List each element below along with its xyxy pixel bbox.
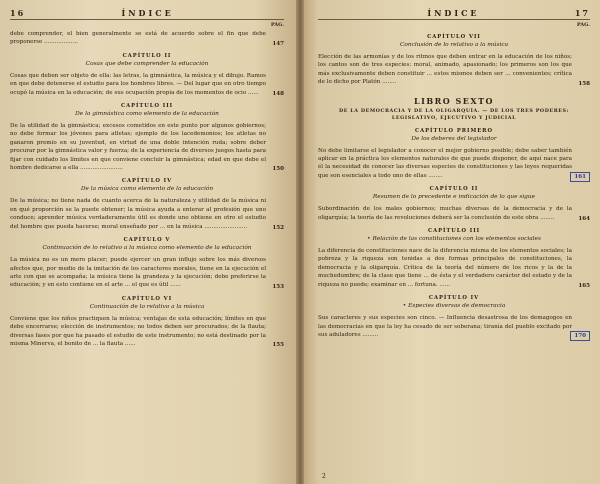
- chapter-entry: [10, 122, 284, 172]
- chapter-title: De la música como elemento de la educación: [80, 186, 214, 193]
- chapter-block: [318, 186, 590, 222]
- book-subtitle: DE LA DEMOCRACIA Y DE LA OLIGARQUÍA. — DE LOS TRES PODERES: LEGISLATIVO, EJECUTIVO Y JUDICIAL: [338, 107, 569, 121]
- chapter-block: [10, 237, 284, 290]
- book-title: LIBRO SEXTO: [413, 95, 495, 106]
- left-chapter-list: [10, 53, 284, 349]
- entry-page: 147: [272, 40, 284, 47]
- right-running-head: [318, 8, 590, 20]
- left-header-title: ÍNDICE: [121, 8, 174, 18]
- chapter-title: [318, 236, 590, 242]
- entry-text: De la utilidad de la gimnástica; excesos cometidos en este punto por algunos gobiernos; no debe formar los jóvenes para atletas; ejemplo de los lacedemonios; los atletas no ganaron premio en su juventud, en virtud de una doble intención ruda; sobre deber procurar por la gimnástica valor y fuerza; de la experiencia de diversos juegos hasta para fijar con cuidado los límites en que conviene concluir la gimnástica; edad en que debe el hombre dedicarse a ella ........................: [10, 123, 266, 172]
- entry-page: 164: [578, 216, 590, 223]
- chapter-block: [10, 296, 284, 349]
- chapter-entry: [10, 315, 284, 349]
- entry-text: No debe limitarse el legislador a conocer el mejor gobierno posible; debe saber también aplicar en la práctica los elementos naturales de que puede disponer, de aquí nace para él la necesidad de conocer las diversas especies de constituciones y las leyes requeridas que son esenciales a todo uno de ellas ........: [318, 147, 572, 179]
- chapter-block: [318, 295, 590, 339]
- footer-number: 2: [322, 473, 326, 480]
- entry-text: debe comprender, el bien generalmente se está de acuerdo sobre el fin que debe proponerse ...................: [10, 31, 266, 46]
- chapter-number: CAPÍTULO II: [122, 52, 172, 59]
- entry-text: La música no es un mero placer; puede ejercer un gran influjo sobre los más diversos afectos que, por medio de la imitación de los caracteres morales, tiene en la ejecución el arte con que se acompaña; la música tiene la grandeza y la ejecución; debe preferirse la educación; y en esto contiene en el arte ... el que es útil ......: [10, 257, 266, 289]
- chapter-number: CAPÍTULO IV: [121, 178, 173, 185]
- chapter-title: De la gimnástica como elemento de la educación: [75, 111, 219, 118]
- chapter-block: [318, 128, 590, 181]
- chapter-title: Resumen de lo precedente e indicación de lo que sigue: [372, 194, 536, 201]
- right-pag-label: PÁG.: [576, 22, 590, 28]
- chapter-title-text: Relación de las constituciones con los elementos sociales: [372, 236, 541, 243]
- right-header-title: ÍNDICE: [427, 8, 480, 18]
- entry-page: 153: [272, 283, 284, 290]
- stamped-page-number: 170: [570, 331, 590, 341]
- entry-page: 155: [272, 342, 284, 349]
- entry-text: Subordinación de los males gobiernos; muchas diversas de la democracia y de la oligarquía; la teoría de las revoluciones deberá ser la conclusión de este obra ........: [318, 206, 572, 221]
- entry-text: Elección de las armonías y de los ritmos que deben entrar en la educación de los niños; los cantos son de tres especies: moral, animado, apasionado; los primeros son los que más exclusivamente deben constituir ... estos mismos deben ser ... convenientes; crítica de lo dicho por Platón ........: [318, 54, 572, 86]
- bullet-icon: •: [402, 303, 407, 310]
- chapter-title-text: Especies diversas de democracia: [408, 303, 506, 310]
- chapter-title: Continuación de lo relativo a la música: [89, 303, 205, 310]
- chapter-block: [10, 103, 284, 172]
- entry-text: Sus caracteres y sus especies son cinco. — Influencia desastrosa de los demagogos en las democracias en que la ley ha cesado de ser soberana; tiranía del pueblo excitado por sus aduladores .........: [318, 315, 572, 338]
- chapter-number: CAPÍTULO VII: [427, 34, 481, 40]
- bullet-icon: •: [367, 236, 371, 243]
- chapter-title: [318, 303, 590, 309]
- chapter-title: De los deberes del legislador: [411, 135, 497, 142]
- chapter-entry: [318, 53, 590, 87]
- chapter-title: Conclusión de lo relativo a la música: [399, 42, 509, 48]
- right-page-number: 17: [574, 8, 590, 18]
- left-running-head: [10, 8, 284, 20]
- chapter-entry: [318, 147, 590, 181]
- chapter-block: [10, 178, 284, 231]
- chapter-entry: [10, 197, 284, 231]
- chapter-entry: [318, 314, 590, 339]
- chapter-number: CAPÍTULO III: [427, 228, 481, 235]
- left-intro-entry: [10, 30, 284, 47]
- chapter-number: CAPÍTULO VI: [121, 295, 173, 302]
- entry-page: 152: [272, 225, 284, 232]
- chapter-number: CAPÍTULO IV: [428, 295, 480, 302]
- entry-text: La diferencia de constituciones nace de la diferencia misma de los elementos sociales; la pobreza y la riqueza son tenidas a dos formas principales de constituciones, la democracia y la oligarquía. Crítica de la teoría del número de los ricos y la de la muchedumbre; de la clase que tiene ... de ésta y el verdadero carácter del estado y de la riqueza no puede; examinar en ... fortuna. ......: [318, 248, 572, 288]
- right-page: [300, 0, 600, 484]
- entry-text: Conviene que los niños practiquen la música; ventajas de esta educación; límites en que debe encerrarse; elección de instrumentos; no todos deben ser procurados; de la flauta; diversas fases por que ha pasado el estudio de este instrumento; no está destinado por la misma Minerva, el bonito de ... la flauta ......: [10, 315, 266, 347]
- chapter-block: [318, 34, 590, 87]
- chapter-title: Cosas que debe comprender la educación: [85, 60, 209, 67]
- chapter-block: [318, 228, 590, 289]
- entry-text: Cosas que deben ser objeto de ella: las letras, la gimnástica, la música y el dibujo. Ramos en que debe detenerse el estudio para los hombres libres. — Del lugar que en otro tiempo ocupó la música en la educación; de sus ocupación propia de los momentos de ocio ......: [10, 72, 267, 96]
- chapter-entry: [318, 247, 590, 289]
- entry-page: 148: [272, 91, 284, 98]
- chapter-number: CAPÍTULO PRIMERO: [414, 127, 493, 134]
- left-page-number: 16: [10, 8, 26, 18]
- chapter-number: CAPÍTULO V: [123, 237, 171, 244]
- chapter-entry: [10, 256, 284, 290]
- entry-page: 158: [578, 80, 590, 87]
- book-gutter: [296, 0, 304, 484]
- left-pag-label: PÁG.: [270, 22, 284, 28]
- chapter-block: [10, 53, 284, 97]
- chapter-entry: [10, 72, 284, 97]
- entry-page: 165: [578, 283, 590, 290]
- chapter-entry: [318, 205, 590, 222]
- chapter-title: Continuación de lo relativo a la música como elemento de la educación: [42, 245, 252, 252]
- entry-page: 150: [272, 166, 284, 173]
- stamped-page-number: 161: [570, 172, 590, 182]
- entry-text: De la música; no tiene nada de cuanto acerca de la naturaleza y utilidad de la música ni en qué proporción se la puede obtener; la música ayuda a enterar al profesión que uno conduce; aprender música verdaderamente útil es donde uno obtiene en otro el estudio del hombre que pueda hacerse; moral enseñado por ... en la música ........................: [10, 198, 266, 230]
- chapter-number: CAPÍTULO II: [429, 186, 479, 193]
- chapter-number: CAPÍTULO III: [120, 103, 174, 110]
